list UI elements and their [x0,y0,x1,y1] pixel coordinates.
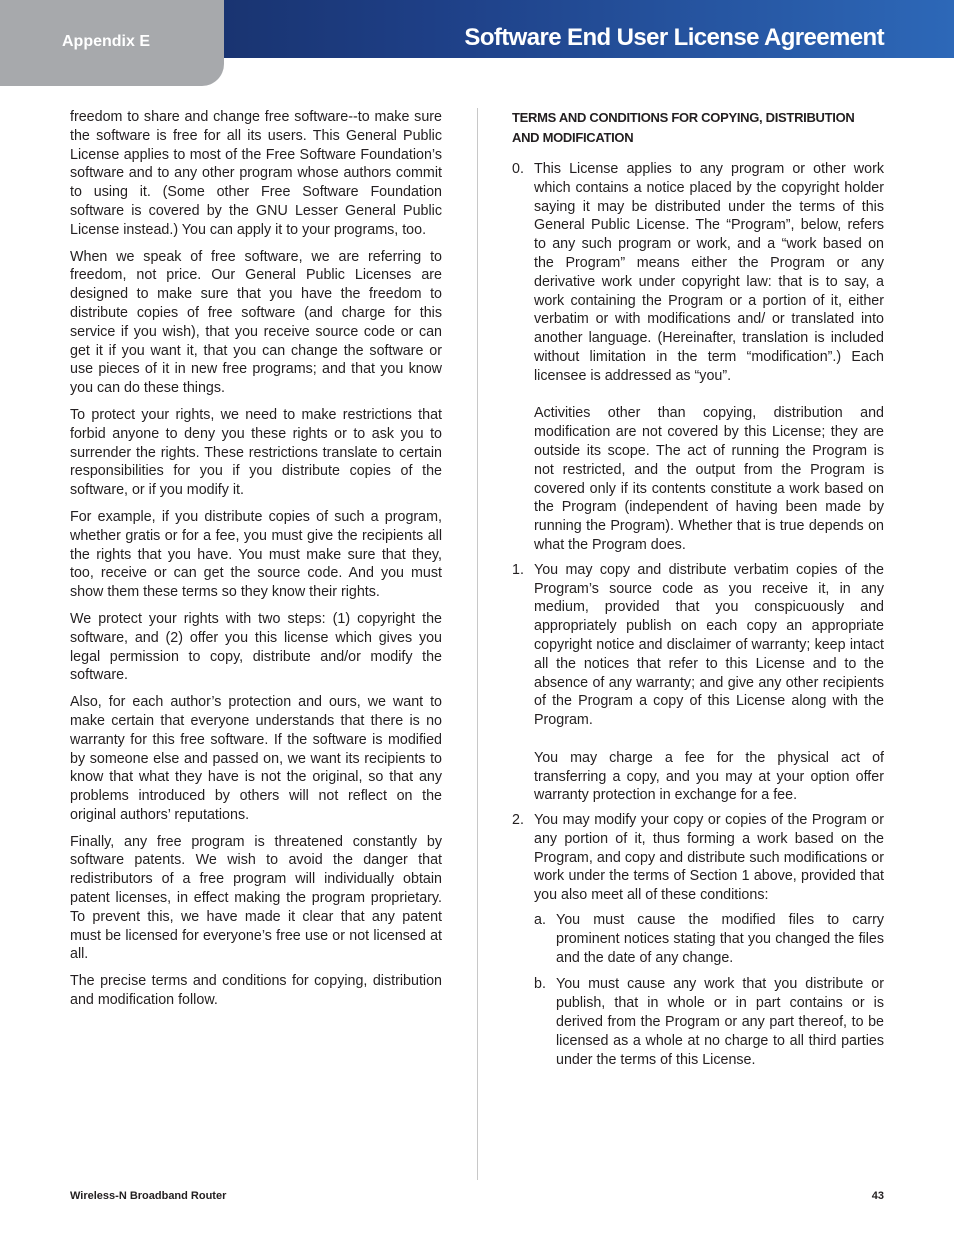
list-item [512,160,884,555]
footer-product-name: Wireless-N Broadband Router [70,1190,227,1202]
list-item [512,811,884,1069]
paragraph: When we speak of free software, we are referring to freedom, not price. Our General Public Licenses are designed to make sure that you have the freedom to distribute copies of free software (and charge for this service if you wish), that you receive source code or can get it if you want it, that you can change the software or use pieces of it in new free programs; and that you know you can do these things. [70,248,442,397]
sub-item-text: You must cause any work that you distribute or publish, that in whole or in part contains or is derived from the Program or any part thereof, to be licensed as a whole at no charge to all third parties under the terms of this License. [556,976,884,1068]
paragraph: This License applies to any program or other work which contains a notice placed by the copyright holder saying it may be distributed under the terms of this General Public License. The “Program”, below, refers to any such program or work, and a “work based on the Program” means either the Program or any derivative work under copyright law: that is to say, a work containing the Program or a portion of it, either verbatim or with modifications and/ or translated into another language. (Hereinafter, translation is included without limitation in the term “modification”.) Each licensee is addressed as “you”. [534,161,884,384]
page-number: 43 [871,1190,884,1202]
item-number: 1. [512,561,524,578]
sub-list [534,911,884,1069]
right-column [512,108,884,1077]
sub-list-item [534,911,884,967]
item-number: 0. [512,161,524,177]
appendix-tab [0,0,224,86]
paragraph: For example, if you distribute copies of such a program, whether gratis or for a fee, you must give the recipients all the rights that you have. You must make sure that they, too, receive or can get the source code. And you must show them these terms so they know their rights. [70,508,442,601]
list-item [512,561,884,805]
paragraph: The precise terms and conditions for copying, distribution and modification follow. [70,973,442,1009]
column-divider [477,108,478,1180]
paragraph: To protect your rights, we need to make restrictions that forbid anyone to deny you these rights or to ask you to surrender the rights. These restrictions translate to certain responsibilities for you if you distribute copies of the software, or if you modify it. [70,406,442,499]
appendix-label: Appendix E [62,33,151,50]
paragraph: You may copy and distribute verbatim copies of the Program’s source code as you receive it, in any medium, provided that you conspicuously and appropriately publish on each copy an appropriate copyright notice and disclaimer of warranty; keep intact all the notices that refer to this License and to the absence of any warranty; and give any other recipients of the Program a copy of this License along with the Program. [534,561,884,729]
paragraph: You may modify your copy or copies of the Program or any portion of it, thus forming a work based on the Program, and copy and distribute such modifications or work under the terms of Section 1 above, provided that you also meet all of these conditions: [534,812,884,904]
sub-item-text: You must cause the modified files to carry prominent notices stating that you changed the files and the date of any change. [556,912,884,966]
paragraph: You may charge a fee for the physical act of transferring a copy, and you may at your option offer warranty protection in exchange for a fee. [534,749,884,804]
paragraph: Also, for each author’s protection and ours, we want to make certain that everyone understands that there is no warranty for this free software. If the software is modified by someone else and passed on, we want its recipients to know that what they have is not the original, so that any problems introduced by others will not reflect on the original authors’ reputations. [70,694,442,823]
section-heading: TERMS AND CONDITIONS FOR COPYING, DISTRIBUTION AND MODIFICATION [512,110,855,145]
paragraph: Finally, any free program is threatened constantly by software patents. We wish to avoid the danger that redistributors of a free program will individually obtain patent licenses, in effect making the program proprietary. To prevent this, we have made it clear that any patent must be licensed for everyone’s free use or not licensed at all. [70,833,442,963]
sub-item-letter: b. [534,976,546,993]
sub-list-item [534,975,884,1069]
page-title: Software End User License Agreement [464,24,884,51]
paragraph: freedom to share and change free software--to make sure the software is free for all its users. This General Public License applies to most of the Free Software Foundation’s software and to any other program whose authors commit to using it. (Some other Free Software Foundation software is covered by the GNU Lesser General Public License instead.) You can apply it to your programs, too. [70,109,442,238]
paragraph: We protect your rights with two steps: (1) copyright the software, and (2) offer you this license which gives you legal permission to copy, distribute and/or modify the software. [70,610,442,684]
sub-item-letter: a. [534,912,546,929]
paragraph: Activities other than copying, distribution and modification are not covered by this License; they are outside its scope. The act of running the Program is not restricted, and the output from the Program is covered only if its contents constitute a work based on the Program (independent of having been made by running the Program). Whether that is true depends on what the Program does. [534,405,884,553]
left-column [70,108,442,1018]
item-number: 2. [512,812,524,829]
